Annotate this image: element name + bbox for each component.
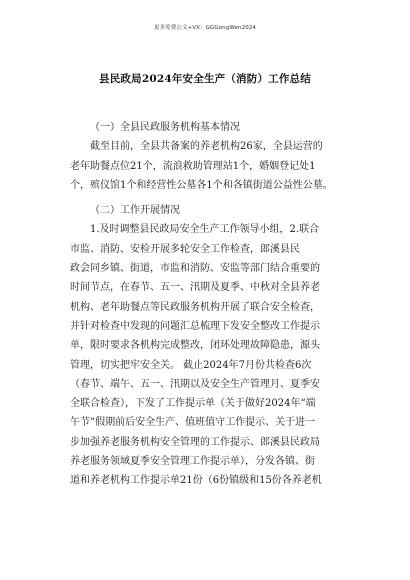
paragraph-line: 老年助餐点位21个，流浪救助管理站1个，婚姻登记处1 [70, 160, 316, 172]
paragraph-line: 步加强养老服务机构安全管理的工作提示、郎溪县民政局 [70, 436, 320, 448]
paragraph-line: 养老服务领域夏季安全管理工作提示单），分发各镇、街 [70, 456, 315, 468]
section1-paragraph [70, 137, 354, 156]
paragraph-line: 机构、老年助餐点等民政服务机构开展了联合安全检查， [70, 301, 320, 313]
document-body [70, 118, 354, 491]
paragraph-line: 单，限时要求各机构完成整改，闭环处理故障隐患，源头 [70, 340, 320, 352]
section1-paragraph-cont [70, 157, 354, 196]
paragraph-line: 个，殡仪馆1个和经营性公墓各1个和各镇街道公益性公墓。 [70, 179, 333, 191]
paragraph-line: 时间节点，在春节、五一、汛期及夏季、中秋对全县养老 [70, 282, 320, 294]
section1-heading: （一）全县民政服务机构基本情况 [90, 122, 240, 133]
paragraph-line: 午节”假期前后安全生产、值班值守工作提示、关于进一 [70, 417, 316, 429]
paragraph-line: 全联合检查），下发了工作提示单（关于做好2024年“端 [70, 398, 316, 410]
section2-paragraph [70, 220, 354, 239]
paragraph-line: 道和养老机构工作提示单21份（6份镇级和15份各养老机 [70, 475, 322, 487]
paragraph-line: 并针对检查中发现的问题汇总梳理下发安全整改工作提示 [70, 320, 320, 332]
document-title: 县民政局2024年安全生产（消防）工作总结 [99, 73, 311, 85]
paragraph-line: 市监、消防、安检开展多轮安全工作检查，郎溪县民 [70, 243, 300, 255]
header-note: 更多免费公文+VX：GGGongWen2024 [153, 25, 257, 31]
paragraph-line: 截至目前，全县共备案的养老机构26家，全县运营的 [90, 141, 323, 153]
section2-heading: （二）工作开展情况 [90, 205, 180, 217]
paragraph-line: 1.及时调整县民政局安全生产工作领导小组，2.联合 [90, 224, 320, 236]
paragraph-line: （春节、端午、五一、汛期以及安全生产管理月、夏季安 [70, 378, 320, 390]
paragraph-line: 管理，切实把牢安全关。 截止2024年7月份共检查6次 [70, 359, 312, 371]
section2-paragraph-cont [70, 240, 354, 491]
paragraph-line: 政会同乡镇、街道，市监和消防、安监等部门结合重要的 [70, 263, 320, 275]
